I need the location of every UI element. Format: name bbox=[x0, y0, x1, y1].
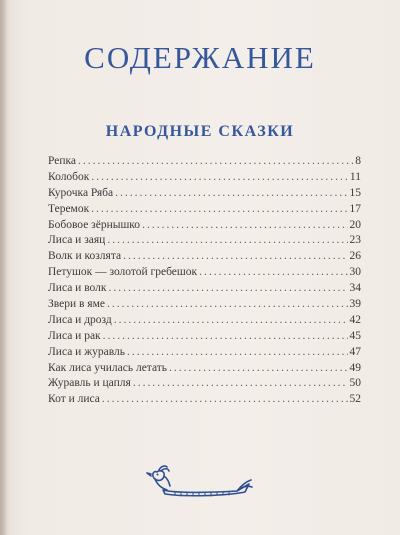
toc-entry-title: Лиса и волк bbox=[48, 282, 107, 295]
toc-entry-title: Колобок bbox=[48, 170, 90, 183]
toc-entry-page: 52 bbox=[349, 393, 361, 406]
toc-entry-page: 15 bbox=[349, 186, 361, 199]
toc-entry[interactable] bbox=[48, 219, 361, 235]
toc-leader-dots bbox=[91, 203, 347, 215]
toc-entry-page: 8 bbox=[355, 155, 361, 167]
toc-leader-dots bbox=[199, 266, 347, 278]
toc-entry-title: Лиса и журавль bbox=[48, 345, 126, 358]
toc-entry-title: Как лиса училась летать bbox=[48, 361, 168, 374]
toc-entry-page: 23 bbox=[349, 234, 361, 247]
toc-entry-page: 45 bbox=[349, 329, 361, 342]
toc-entry-page: 39 bbox=[349, 298, 361, 311]
toc-leader-dots bbox=[114, 314, 348, 326]
toc-leader-dots bbox=[78, 155, 353, 167]
toc-entry-title: Кот и лиса bbox=[48, 393, 100, 406]
toc-entry-page: 47 bbox=[349, 345, 361, 358]
toc-leader-dots bbox=[123, 250, 347, 262]
toc-entry-page: 11 bbox=[349, 170, 361, 183]
toc-entry-page: 17 bbox=[349, 202, 361, 215]
toc-leader-dots bbox=[133, 377, 348, 389]
toc-entry[interactable] bbox=[48, 377, 361, 393]
toc-entry[interactable] bbox=[48, 393, 361, 409]
toc-entry-page: 50 bbox=[349, 377, 361, 390]
toc-leader-dots bbox=[169, 362, 347, 374]
section-title: НАРОДНЫЕ СКАЗКИ bbox=[105, 123, 295, 140]
toc-entry[interactable] bbox=[48, 330, 361, 346]
folk-bird-boat-icon bbox=[145, 462, 255, 502]
toc-entry-title: Лиса и рак bbox=[48, 329, 101, 342]
toc-entry[interactable] bbox=[48, 282, 361, 298]
toc-entry-page: 30 bbox=[349, 266, 361, 279]
toc-entry-title: Курочка Ряба bbox=[48, 186, 114, 199]
toc-entry[interactable] bbox=[48, 362, 361, 378]
spine-shadow bbox=[0, 0, 7, 535]
toc-entry[interactable] bbox=[48, 298, 361, 314]
toc-entry[interactable] bbox=[48, 266, 361, 282]
toc-leader-dots bbox=[107, 234, 347, 246]
toc-leader-dots bbox=[127, 346, 347, 358]
toc-entry-page: 26 bbox=[349, 250, 361, 263]
toc-entry-title: Бобовое зёрнышко bbox=[48, 218, 141, 231]
toc-entry[interactable] bbox=[48, 314, 361, 330]
toc-entry-title: Журавль и цапля bbox=[48, 377, 131, 390]
toc-entry-title: Звери в яме bbox=[48, 298, 105, 311]
toc-entry-title: Теремок bbox=[48, 202, 90, 215]
toc-entry-page: 20 bbox=[349, 218, 361, 231]
toc-leader-dots bbox=[91, 171, 348, 183]
toc-entry[interactable] bbox=[48, 346, 361, 362]
toc-leader-dots bbox=[107, 298, 348, 310]
toc-entry-title: Репка bbox=[48, 155, 77, 167]
toc-entry-title: Петушок — золотой гребешок bbox=[48, 266, 198, 279]
toc-entry[interactable] bbox=[48, 187, 361, 203]
toc-entry-page: 34 bbox=[349, 282, 361, 295]
toc-entry[interactable] bbox=[48, 250, 361, 266]
toc-leader-dots bbox=[115, 187, 347, 199]
toc-entry-title: Лиса и заяц bbox=[48, 234, 106, 247]
toc-entry[interactable] bbox=[48, 234, 361, 250]
toc-entry[interactable] bbox=[48, 171, 361, 187]
toc-entry-title: Волк и козлята bbox=[48, 250, 122, 263]
toc-entry[interactable] bbox=[48, 155, 361, 171]
toc-leader-dots bbox=[142, 219, 347, 231]
table-of-contents bbox=[48, 155, 361, 409]
toc-leader-dots bbox=[102, 393, 348, 405]
toc-entry-page: 49 bbox=[349, 361, 361, 374]
page-title: СОДЕРЖАНИЕ bbox=[84, 40, 316, 75]
toc-entry-page: 42 bbox=[349, 313, 361, 326]
toc-entry-title: Лиса и дрозд bbox=[48, 313, 112, 326]
toc-leader-dots bbox=[103, 330, 348, 342]
toc-leader-dots bbox=[108, 282, 347, 294]
toc-entry[interactable] bbox=[48, 203, 361, 219]
